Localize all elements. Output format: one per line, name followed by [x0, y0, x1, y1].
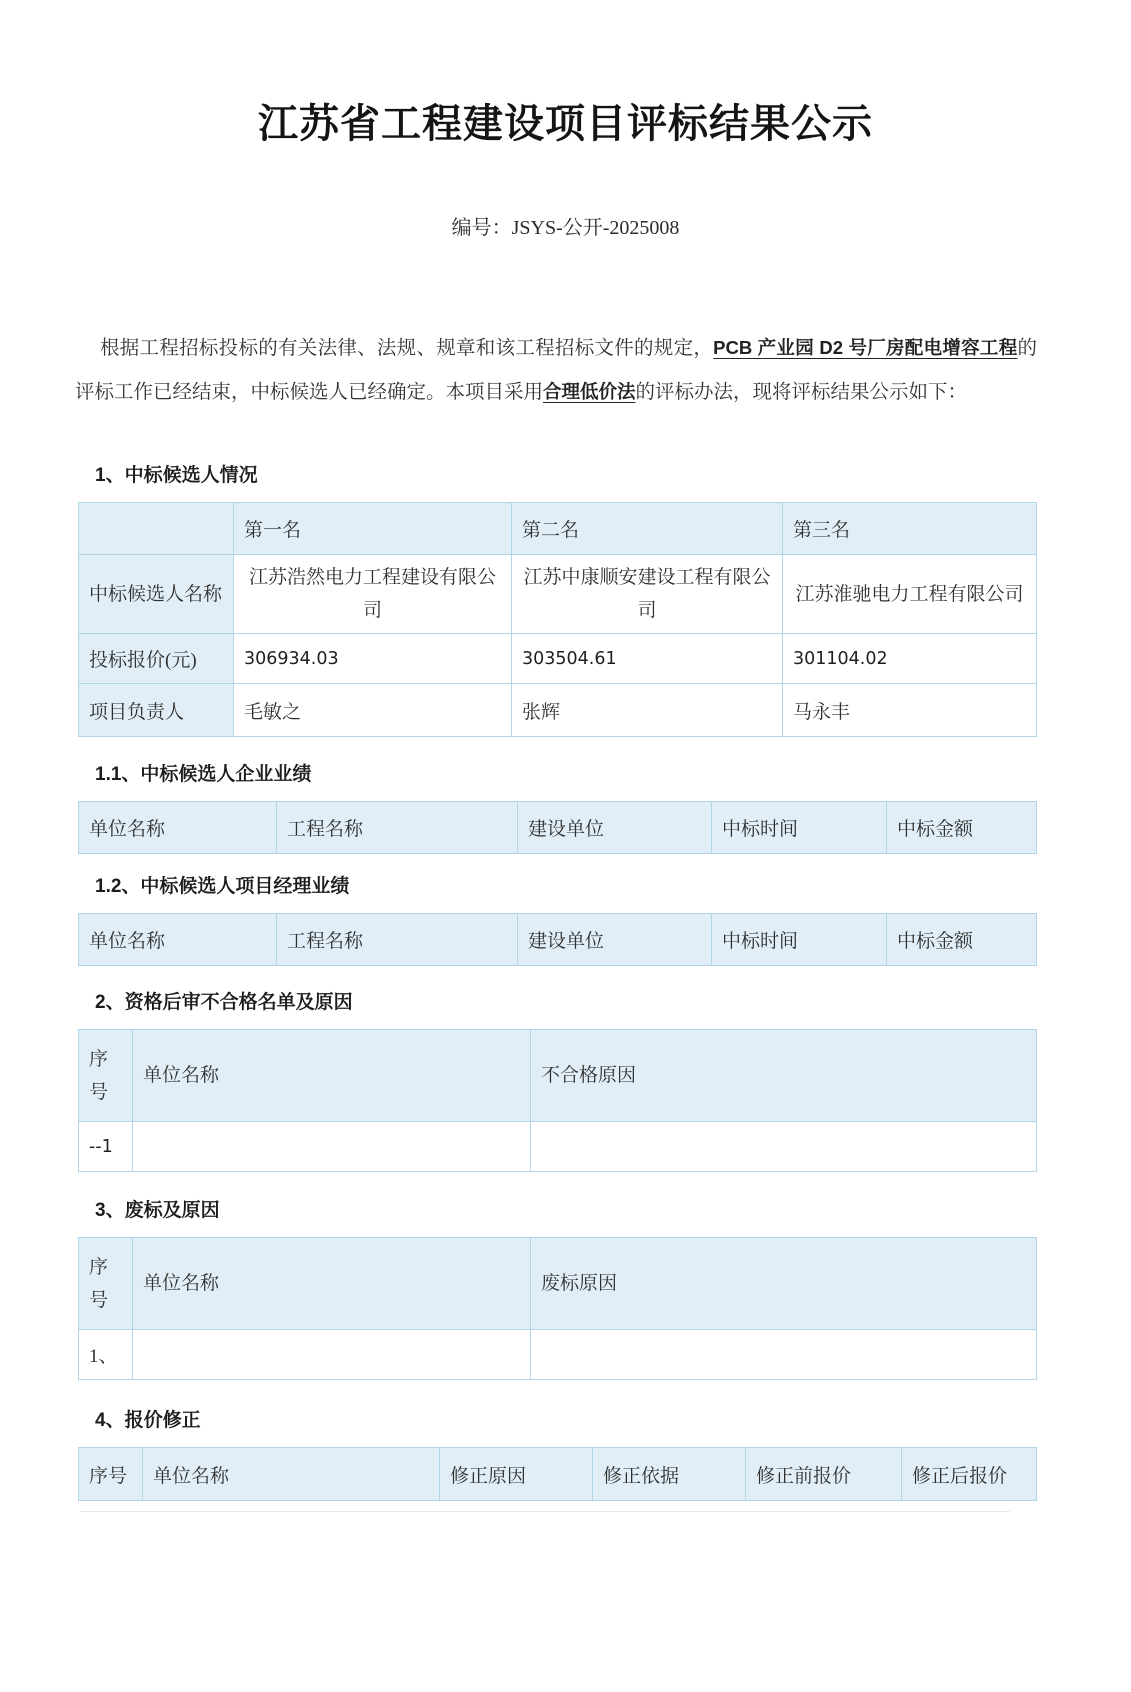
project-manager-2: 张辉	[512, 684, 783, 737]
intro-text-1: 根据工程招标投标的有关法律、法规、规章和该工程招标文件的规定，	[100, 338, 714, 359]
unqualified-table	[78, 1029, 1037, 1172]
table-header-row	[79, 1238, 1037, 1330]
table-header-row	[79, 1030, 1037, 1122]
section-2-heading: 2、资格后审不合格名单及原因	[95, 992, 353, 1013]
col-header-construction-unit: 建设单位	[518, 914, 712, 966]
table-bottom-rule	[80, 1511, 1010, 1512]
reason-cell	[531, 1122, 1037, 1172]
intro-paragraph	[75, 326, 1037, 414]
section-4-heading: 4、报价修正	[95, 1410, 201, 1431]
col-header-price-before: 修正前报价	[746, 1448, 902, 1501]
doc-number: 编号：JSYS-公开-2025008	[451, 217, 680, 239]
table-row	[79, 1330, 1037, 1380]
intro-text-3: 的评标办法，现将评标结果公示如下：	[635, 382, 968, 403]
col-header-seq: 序号	[79, 1238, 133, 1330]
col-header-seq: 序号	[79, 1030, 133, 1122]
col-header-rejection-reason: 废标原因	[531, 1238, 1037, 1330]
bid-price-3: 301104.02	[783, 634, 1037, 684]
col-header-correction-basis: 修正依据	[593, 1448, 746, 1501]
reason-cell	[531, 1330, 1037, 1380]
seq-cell: 1、	[79, 1330, 133, 1380]
col-header-price-after: 修正后报价	[902, 1448, 1037, 1501]
bid-price-1: 306934.03	[234, 634, 512, 684]
col-header-correction-reason: 修正原因	[440, 1448, 593, 1501]
rank-header-3: 第三名	[783, 503, 1037, 555]
table-header-row	[79, 802, 1037, 854]
col-header-unit-name: 单位名称	[133, 1238, 531, 1330]
seq-cell: --1	[79, 1122, 133, 1172]
table-header-row	[79, 1448, 1037, 1501]
page-title: 江苏省工程建设项目评标结果公示	[258, 101, 873, 146]
candidates-table	[78, 502, 1037, 737]
section-1-heading: 1、中标候选人情况	[95, 465, 258, 486]
rank-header-2: 第二名	[512, 503, 783, 555]
evaluation-method: 合理低价法	[543, 381, 636, 402]
col-header-unit-name: 单位名称	[79, 914, 277, 966]
table-header-row	[79, 914, 1037, 966]
col-header-project-name: 工程名称	[277, 914, 518, 966]
row-label-project-manager: 项目负责人	[79, 684, 234, 737]
col-header-unit-name: 单位名称	[79, 802, 277, 854]
candidate-name-2: 江苏中康顺安建设工程有限公司	[512, 555, 783, 634]
col-header-unit-name: 单位名称	[133, 1030, 531, 1122]
col-header-award-time: 中标时间	[712, 914, 887, 966]
unit-name-cell	[133, 1122, 531, 1172]
table-row	[79, 1122, 1037, 1172]
col-header-unqualified-reason: 不合格原因	[531, 1030, 1037, 1122]
col-header-seq: 序号	[79, 1448, 143, 1501]
table-row	[79, 503, 1037, 555]
rank-header-1: 第一名	[234, 503, 512, 555]
row-label-candidate-name: 中标候选人名称	[79, 555, 234, 634]
candidate-name-1: 江苏浩然电力工程建设有限公司	[234, 555, 512, 634]
col-header-unit-name: 单位名称	[143, 1448, 440, 1501]
document-page	[0, 92, 1131, 1692]
rejected-bids-table	[78, 1237, 1037, 1380]
table-row	[79, 684, 1037, 737]
intro-text-2: 的评标工作已经结束，中标候选人已经确定。本项目采用	[75, 338, 1037, 403]
section-1-1-heading: 1.1、中标候选人企业业绩	[95, 764, 312, 785]
col-header-award-amount: 中标金额	[887, 914, 1037, 966]
project-name: PCB 产业园 D2 号厂房配电增容工程	[713, 337, 1018, 358]
col-header-award-time: 中标时间	[712, 802, 887, 854]
manager-performance-table	[78, 913, 1037, 966]
row-label-bid-price: 投标报价(元)	[79, 634, 234, 684]
project-manager-3: 马永丰	[783, 684, 1037, 737]
col-header-project-name: 工程名称	[277, 802, 518, 854]
corner-cell	[79, 503, 234, 555]
table-row	[79, 555, 1037, 634]
company-performance-table	[78, 801, 1037, 854]
unit-name-cell	[133, 1330, 531, 1380]
col-header-construction-unit: 建设单位	[518, 802, 712, 854]
col-header-award-amount: 中标金额	[887, 802, 1037, 854]
bid-price-2: 303504.61	[512, 634, 783, 684]
price-correction-table	[78, 1447, 1037, 1501]
section-1-2-heading: 1.2、中标候选人项目经理业绩	[95, 876, 350, 897]
project-manager-1: 毛敏之	[234, 684, 512, 737]
table-row	[79, 634, 1037, 684]
section-3-heading: 3、废标及原因	[95, 1200, 220, 1221]
candidate-name-3: 江苏淮驰电力工程有限公司	[783, 555, 1037, 634]
